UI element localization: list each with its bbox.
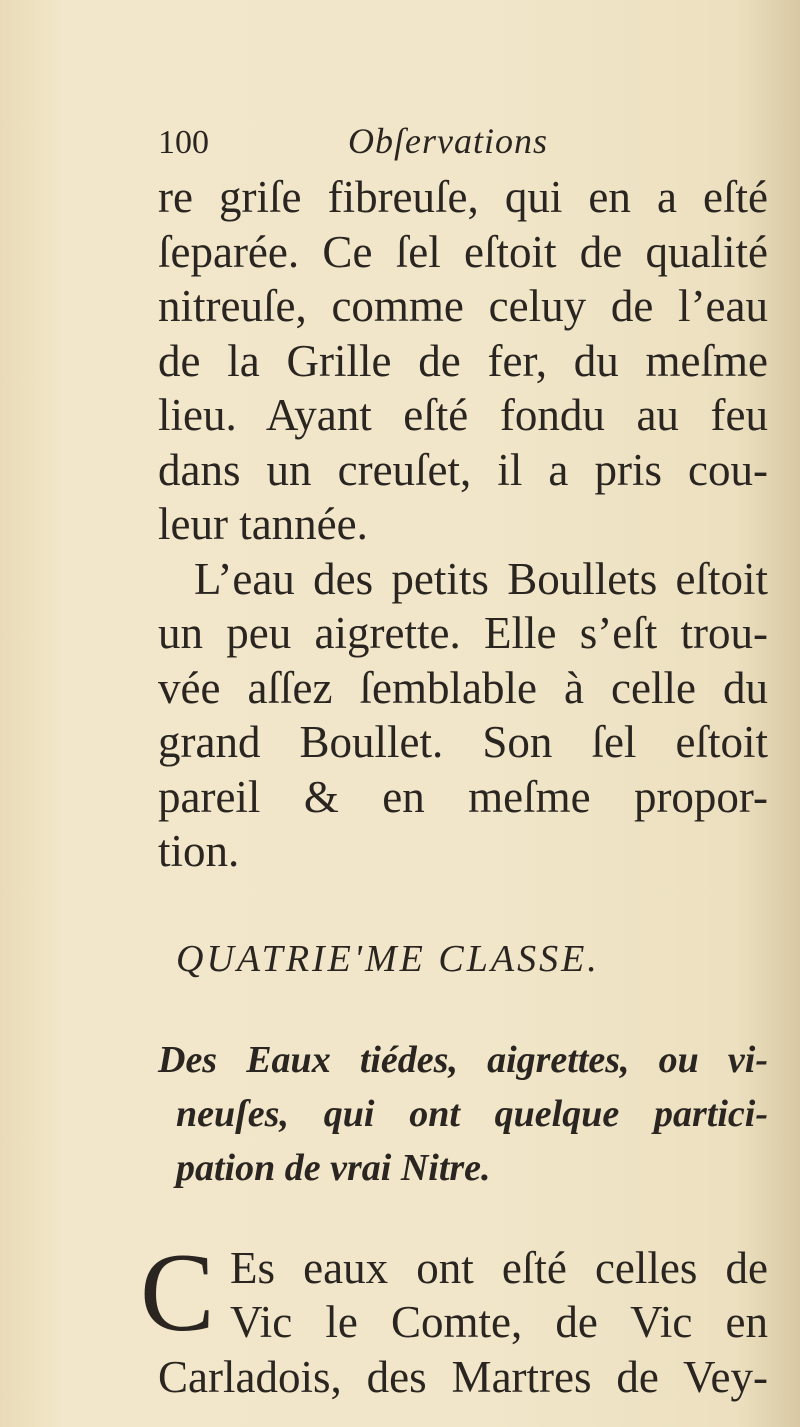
text-line: de la Grille de fer, du meſme: [158, 335, 768, 386]
text-line: un peu aigrette. Elle s’eſt trou-: [158, 608, 768, 658]
text-line: Es eaux ont eſté celles de: [230, 1242, 768, 1293]
page-number: 100: [158, 124, 209, 161]
page-header: [158, 120, 768, 170]
text-line: re griſe fibreuſe, qui en a eſté: [158, 172, 768, 222]
drop-cap: C: [140, 1230, 215, 1355]
subtitle-line: Des Eaux tiédes, aigrettes, ou vi-: [158, 1038, 768, 1081]
subtitle-line: pation de vrai Nitre.: [176, 1146, 491, 1189]
text-line: nitreuſe, comme celuy de l’eau: [158, 281, 768, 331]
text-line: grand Boullet. Son ſel eſtoit: [158, 717, 768, 767]
text-line: ſeparée. Ce ſel eſtoit de qualité: [158, 226, 768, 277]
text-line: Vic le Comte, de Vic en: [230, 1297, 768, 1347]
text-line: lieu. Ayant eſté fondu au feu: [158, 390, 768, 440]
section-heading: QUATRIE'ME CLASSE.: [176, 937, 600, 980]
text-line: leur tannée.: [158, 499, 368, 549]
text-line: dans un creuſet, il a pris cou-: [158, 444, 768, 495]
running-head: Obſervations: [348, 121, 548, 161]
paragraph-petits-boullets: [158, 552, 768, 879]
text-block: [140, 120, 768, 1404]
subtitle-line: neuſes, qui ont quelque partici-: [176, 1092, 768, 1135]
text-line: pareil & en meſme propor-: [158, 771, 768, 822]
text-line: L’eau des petits Boullets eſtoit: [194, 553, 768, 604]
text-line: Carladois, des Martres de Vey-: [158, 1351, 768, 1402]
text-line: tion.: [158, 826, 240, 876]
text-line: vée aſſez ſemblable à celle du: [158, 662, 768, 713]
paragraph-continued: [158, 170, 768, 552]
section-subtitle: [158, 1033, 768, 1195]
paragraph-ces-eaux: [140, 1230, 768, 1405]
